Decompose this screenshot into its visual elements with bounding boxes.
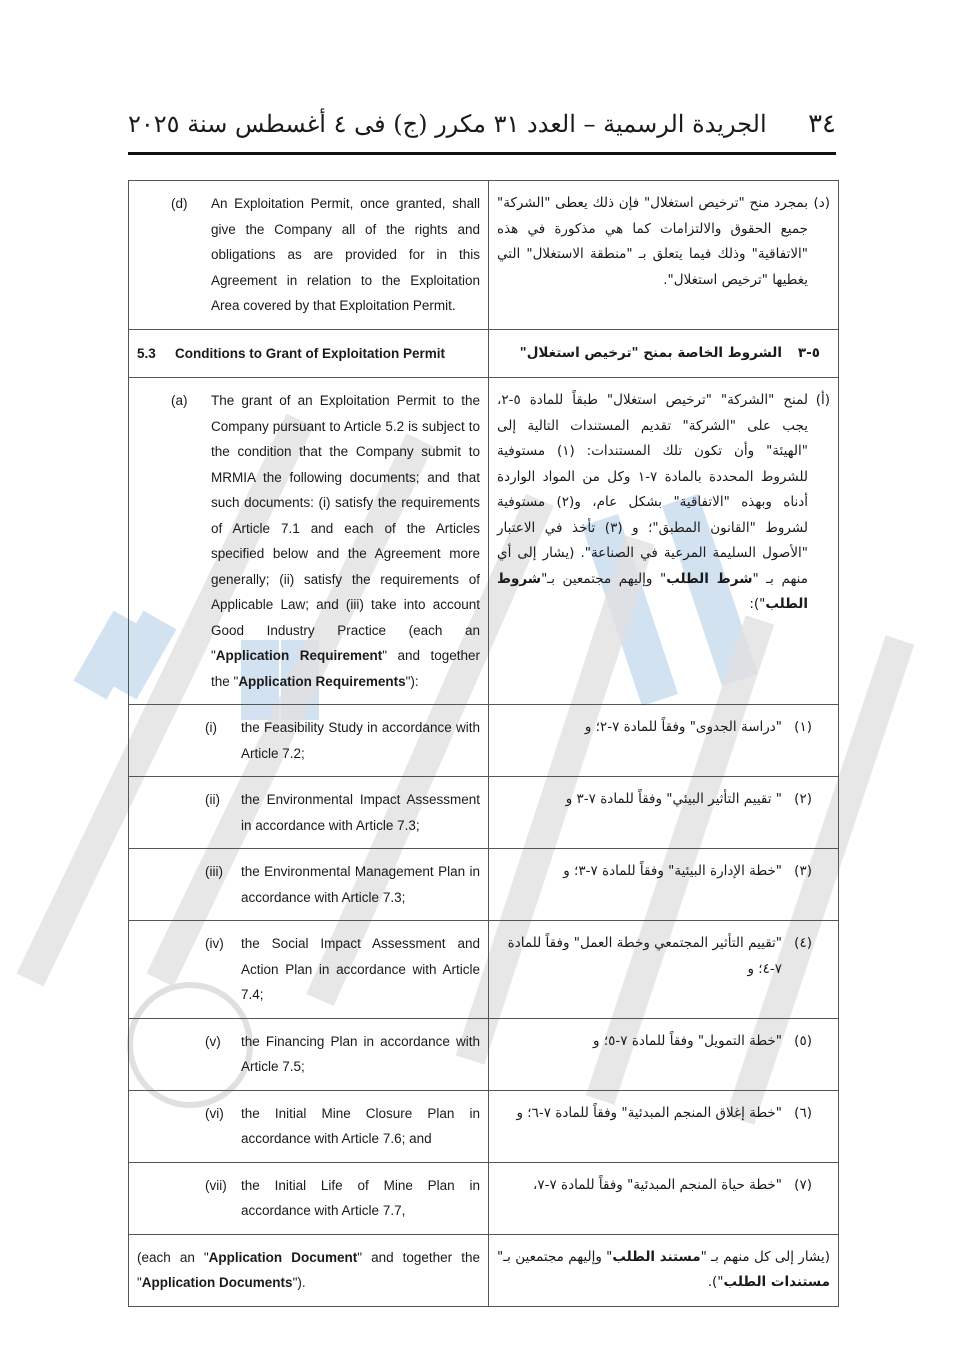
- item-label: (٣): [794, 863, 812, 879]
- item-text: بمجرد منح "ترخيص استغلال" فإن ذلك يعطى "الشركة" جميع الحقوق والالتزامات كما هي مذكورة في هذه "الاتفاقية" وذلك فيما يتعلق بـ "منطقة الاستغلال" التي يغطيها "ترخيص استغلال".: [497, 195, 808, 288]
- arabic-cell: [489, 1162, 839, 1234]
- defined-term: شروط الطلب: [497, 570, 808, 612]
- section-number: ٥-٣: [797, 344, 820, 361]
- arabic-cell: [489, 1018, 839, 1090]
- item-text: An Exploitation Permit, once granted, shall give the Company all of the rights and obligations as are provided for in this Agreement in relation to the Exploitation Area covered by that Exploitation Permit.: [211, 196, 480, 313]
- item-label: (أ): [815, 392, 830, 408]
- item-text: The grant of an Exploitation Permit to the Company pursuant to Article 5.2 is subject to the condition that the Company submit to MRMIA the following documents; and that such documents: (i) satisfy the requirements of Article 7.1 and each of the Articles specified below and the Agreement more generally; (ii) satisfy the requirements of Applicable Law; and (iii) take into account Good Industry Practice (each an "Application Requirement" and together the "Application Requirements"):: [211, 393, 481, 689]
- english-cell: [129, 777, 489, 849]
- defined-term: Application Requirement: [215, 648, 383, 663]
- item-label: (ii): [205, 792, 220, 807]
- section-title: الشروط الخاصة بمنح "ترخيص استغلال": [519, 344, 782, 361]
- table-row: [129, 921, 839, 1019]
- item-label: (vi): [205, 1105, 224, 1121]
- english-cell: [129, 921, 489, 1019]
- item-text: the Financing Plan in accordance with Article 7.5;: [241, 1033, 480, 1074]
- item-text: "تقييم التأثير المجتمعي وخطة العمل" وفقاً للمادة ٧-٤؛ و: [507, 935, 782, 977]
- item-text: the Social Impact Assessment and Action Plan in accordance with Article 7.4;: [241, 936, 480, 1002]
- page-number: ٣٤: [808, 109, 836, 139]
- item-text: "خطة التمويل" وفقاً للمادة ٧-٥؛ و: [593, 1032, 782, 1049]
- page-header: [128, 96, 836, 155]
- english-cell: [129, 1018, 489, 1090]
- item-label: (٦): [794, 1104, 812, 1121]
- english-cell: [129, 181, 489, 330]
- arabic-cell: [489, 1234, 839, 1306]
- arabic-cell: [489, 705, 839, 777]
- english-cell: [129, 1162, 489, 1234]
- defined-term: Application Document: [208, 1249, 358, 1265]
- item-text: the Initial Mine Closure Plan in accordance with Article 7.6; and: [241, 1105, 480, 1146]
- table-row: [129, 849, 839, 921]
- item-text: لمنح "الشركة" "ترخيص استغلال" طبقاً للمادة ٥-٢، يجب على "الشركة" تقديم المستندات التالية إلى "الهيئة" وأن تكون تلك المستندات: (١) مستوفية للشروط المحددة بالمادة ٧-١ وكل من المواد الواردة أدناه وبهذه "الاتفاقية" بشكل عام، و(٢) مستوفية لشروط "القانون المطبق"؛ و (٣) تأخذ في الاعتبار "الأصول السليمة المرعية في الصناعة". (يشار إلى أي منهم بـ "شرط الطلب" وإليهم مجتمعين بـ"شروط الطلب"):: [497, 392, 808, 612]
- item-label: (vii): [205, 1177, 227, 1193]
- item-label: (د): [813, 195, 830, 211]
- item-label: (٧): [794, 1176, 812, 1193]
- item-text: " تقييم التأثير البيئي" وفقاً للمادة ٧-٣ و: [565, 791, 782, 807]
- defined-term: مستند الطلب: [612, 1248, 701, 1265]
- section-heading-row: [129, 329, 839, 378]
- english-cell: [129, 1234, 489, 1306]
- item-label: (d): [171, 196, 188, 211]
- defined-term: شرط الطلب: [666, 570, 753, 587]
- table-row: [129, 1234, 839, 1306]
- definition-note: (يشار إلى كل منهم بـ "مستند الطلب" وإليهم مجتمعين بـ" مستندات الطلب").: [497, 1248, 830, 1290]
- arabic-cell: [489, 777, 839, 849]
- item-label: (iii): [205, 864, 223, 879]
- table-row: [129, 705, 839, 777]
- arabic-cell: [489, 849, 839, 921]
- english-cell: [129, 1090, 489, 1162]
- defined-term: مستندات الطلب: [723, 1274, 830, 1290]
- item-label: (i): [205, 720, 217, 735]
- table-row: [129, 378, 839, 705]
- arabic-cell: [489, 1090, 839, 1162]
- english-cell: [129, 329, 489, 378]
- english-cell: [129, 705, 489, 777]
- table-row: [129, 181, 839, 330]
- definition-note: (each an "Application Document" and together the "Application Documents").: [137, 1249, 480, 1290]
- item-text: "خطة الإدارة البيئية" وفقاً للمادة ٧-٣؛ و: [563, 863, 782, 879]
- item-text: the Environmental Management Plan in accordance with Article 7.3;: [241, 864, 480, 905]
- item-label: (٤): [794, 935, 812, 951]
- item-text: the Initial Life of Mine Plan in accordance with Article 7.7,: [241, 1177, 480, 1218]
- arabic-cell: [489, 181, 839, 330]
- bilingual-table: [128, 180, 839, 1307]
- table-row: [129, 777, 839, 849]
- section-number: 5.3: [137, 345, 156, 361]
- item-text: "دراسة الجدوى" وفقاً للمادة ٧-٢؛ و: [584, 719, 782, 735]
- defined-term: Application Requirements: [238, 673, 406, 689]
- table-row: [129, 1162, 839, 1234]
- english-cell: [129, 849, 489, 921]
- table-row: [129, 1018, 839, 1090]
- item-text: the Feasibility Study in accordance with Article 7.2;: [241, 720, 480, 761]
- item-label: (٥): [794, 1032, 812, 1049]
- arabic-cell: [489, 378, 839, 705]
- gazette-title: الجريدة الرسمية – العدد ٣١ مكرر (ج) فى ٤ أغسطس سنة ٢٠٢٥: [128, 110, 767, 138]
- item-label: (iv): [205, 936, 224, 951]
- english-cell: [129, 378, 489, 705]
- item-text: "خطة حياة المنجم المبدئية" وفقاً للمادة ٧-٧،: [532, 1176, 782, 1193]
- arabic-cell: [489, 921, 839, 1019]
- defined-term: Application Documents: [141, 1275, 293, 1290]
- item-label: (v): [205, 1033, 221, 1049]
- arabic-cell: [489, 329, 839, 378]
- table-row: [129, 1090, 839, 1162]
- item-label: (a): [171, 393, 188, 408]
- item-label: (١): [794, 719, 812, 735]
- section-title: Conditions to Grant of Exploitation Permit: [175, 345, 445, 361]
- item-text: the Environmental Impact Assessment in accordance with Article 7.3;: [241, 792, 480, 833]
- item-text: "خطة إغلاق المنجم المبدئية" وفقاً للمادة ٧-٦؛ و: [516, 1104, 782, 1121]
- item-label: (٢): [794, 791, 812, 807]
